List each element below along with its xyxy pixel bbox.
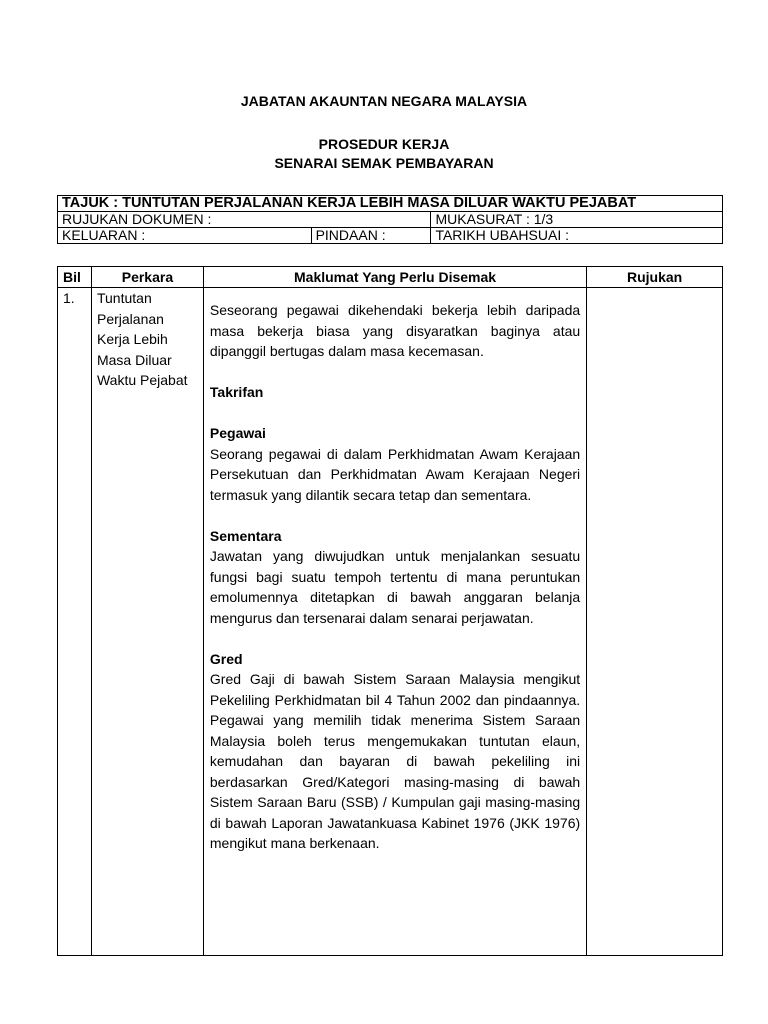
document-title: SENARAI SEMAK PEMBAYARAN (274, 155, 494, 171)
bil-cell: 1. (58, 288, 92, 956)
meta-row-rujukan (58, 212, 723, 228)
tarikh-ubahsuai-cell: TARIKH UBAHSUAI : (431, 228, 723, 244)
table-row (58, 288, 723, 956)
pindaan-cell: PINDAAN : (311, 228, 431, 244)
meta-row-tajuk (58, 196, 723, 212)
meta-row-keluaran (58, 228, 723, 244)
keluaran-cell: KELUARAN : (58, 228, 312, 244)
pegawai-heading: Pegawai (209, 425, 266, 441)
gred-definition: Gred Gaji di bawah Sistem Saraan Malaysia mengikut Pekeliling Perkhidmatan bil 4 Tahun 2002 dan pindaannya. Pegawai yang memilih tidak menerima Sistem Saraan Malaysia boleh terus mengemukakan tuntutan elaun, kemudahan dan bayaran di bawah pekeliling ini berdasarkan Gred/Kategori masing-masing di bawah Sistem Saraan Baru (SSB) / Kumpulan gaji masing-masing di bawah Laporan Jawatankuasa Kabinet 1976 (JKK 1976) mengikut mana berkenaan. (209, 671, 581, 851)
column-header-perkara: Perkara (91, 267, 203, 288)
sementara-definition: Jawatan yang diwujudkan untuk menjalankan sesuatu fungsi bagi suatu tempoh tertentu di mana peruntukan emolumennya ditetapkan di bawah anggaran belanja mengurus dan tersenarai dalam senarai perjawatan. (209, 548, 581, 626)
rujukan-dokumen-cell: RUJUKAN DOKUMEN : (58, 212, 431, 228)
rujukan-cell (587, 288, 723, 956)
intro-paragraph: Seseorang pegawai dikehendaki bekerja lebih daripada masa bekerja biasa yang disyaratkan baginya atau dipanggil bertugas dalam masa kecemasan. (209, 302, 581, 359)
perkara-cell: Tuntutan Perjalanan Kerja Lebih Masa Diluar Waktu Pejabat (91, 288, 203, 956)
column-header-bil: Bil (58, 267, 92, 288)
takrifan-heading: Takrifan (209, 384, 264, 400)
column-header-maklumat: Maklumat Yang Perlu Disemak (203, 267, 586, 288)
document-meta-table (57, 195, 723, 244)
pegawai-definition: Seorang pegawai di dalam Perkhidmatan Awam Kerajaan Persekutuan dan Perkhidmatan Awam Kerajaan Negeri termasuk yang dilantik secara tetap dan sementara. (209, 445, 581, 503)
organization-title: JABATAN AKAUNTAN NEGARA MALAYSIA (240, 93, 528, 109)
table-header-row (58, 267, 723, 288)
gred-heading: Gred (209, 650, 243, 667)
document-type: PROSEDUR KERJA (318, 136, 450, 152)
maklumat-cell (203, 288, 586, 956)
column-header-rujukan: Rujukan (587, 267, 723, 288)
sementara-heading: Sementara (209, 527, 282, 544)
mukasurat-cell: MUKASURAT : 1/3 (431, 212, 723, 228)
tajuk-cell: TAJUK : TUNTUTAN PERJALANAN KERJA LEBIH MASA DILUAR WAKTU PEJABAT (58, 196, 723, 212)
checklist-table (57, 266, 723, 956)
